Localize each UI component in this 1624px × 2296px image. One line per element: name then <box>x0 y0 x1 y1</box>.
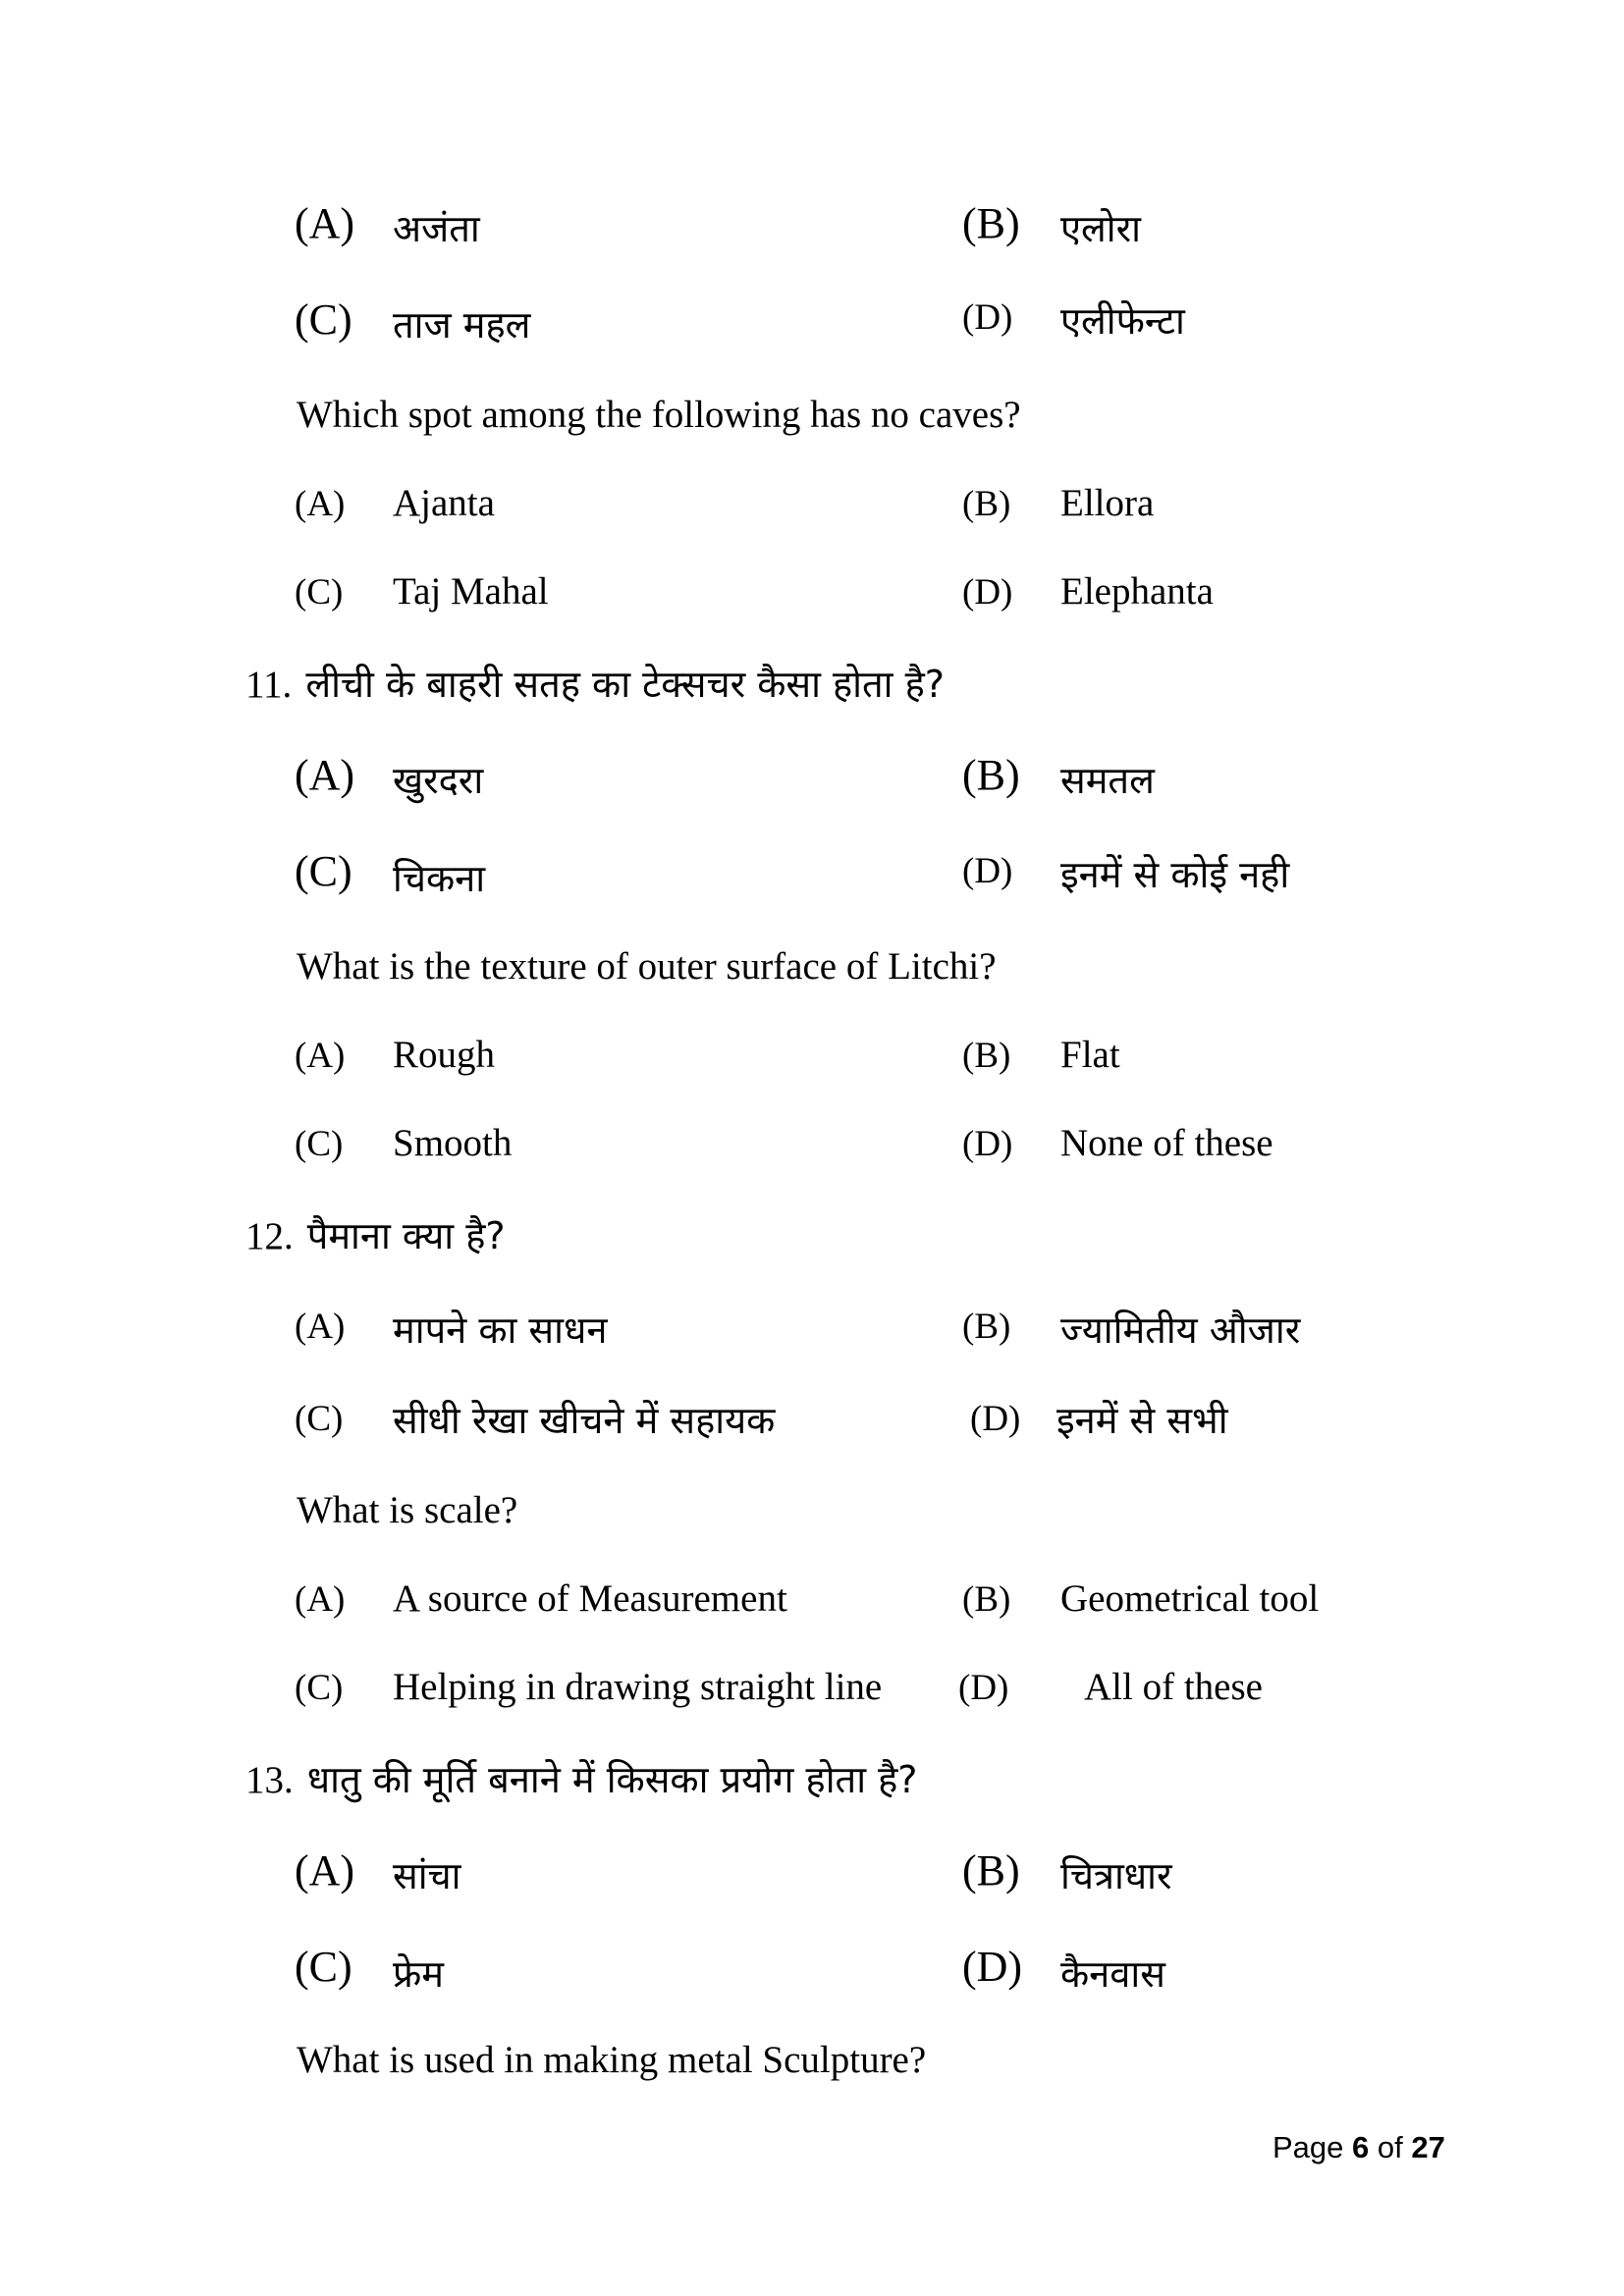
question-number: 13. <box>245 1759 294 1801</box>
option-label: (B) <box>962 751 1020 799</box>
question-text-hindi: लीची के बाहरी सतह का टेक्सचर कैसा होता है? <box>305 663 945 706</box>
option-text: Smooth <box>393 1122 513 1164</box>
question-number: 11. <box>245 664 293 706</box>
option-label: (C) <box>295 1668 344 1708</box>
option-text: ताज महल <box>393 303 531 347</box>
total-pages: 27 <box>1411 2130 1445 2164</box>
option-text: इनमें से कोई नही <box>1060 853 1290 896</box>
page-word: Page <box>1272 2130 1344 2164</box>
option-label: (A) <box>295 1579 346 1620</box>
option-text: Ajanta <box>393 482 495 524</box>
page-number-footer <box>1272 2130 1445 2165</box>
option-text: चित्राधार <box>1060 1854 1172 1897</box>
option-text: फ्रेम <box>393 1952 445 1996</box>
option-text: एलोरा <box>1060 207 1142 250</box>
question-text-english: What is scale? <box>297 1489 518 1531</box>
option-text: एलीफेन्टा <box>1060 299 1185 343</box>
option-label: (A) <box>295 751 355 799</box>
question-text-english: What is used in making metal Sculpture? <box>297 2039 927 2081</box>
option-text: ज्यामितीय औजार <box>1060 1308 1301 1352</box>
question-number: 12. <box>245 1215 294 1257</box>
option-text: None of these <box>1060 1122 1273 1164</box>
question-text-hindi: धातु की मूर्ति बनाने में किसका प्रयोग होता है? <box>306 1758 918 1801</box>
option-text: सांचा <box>393 1854 461 1897</box>
question-text-english: Which spot among the following has no caves? <box>297 394 1021 436</box>
option-label: (C) <box>295 1399 344 1439</box>
option-label: (B) <box>962 1579 1011 1620</box>
question-hindi <box>245 1753 917 1804</box>
option-text: All of these <box>1084 1666 1263 1708</box>
option-text: इनमें से सभी <box>1056 1399 1228 1442</box>
option-label: (A) <box>295 1846 355 1895</box>
current-page: 6 <box>1352 2130 1370 2164</box>
option-label: (A) <box>295 199 355 247</box>
option-text: सीधी रेखा खीचने में सहायक <box>393 1399 776 1442</box>
option-label: (D) <box>970 1399 1021 1439</box>
option-label: (C) <box>295 295 352 344</box>
question-text-english: What is the texture of outer surface of Litchi? <box>297 945 997 988</box>
option-label: (A) <box>295 1036 346 1076</box>
option-label: (B) <box>962 1036 1011 1076</box>
option-label: (D) <box>962 1943 1023 1991</box>
option-label: (D) <box>958 1668 1009 1708</box>
option-text: कैनवास <box>1060 1952 1165 1996</box>
option-text: Taj Mahal <box>393 570 549 613</box>
option-text: A source of Measurement <box>393 1577 787 1620</box>
option-label: (C) <box>295 572 344 613</box>
option-label: (D) <box>962 297 1013 338</box>
of-word: of <box>1377 2130 1403 2164</box>
option-text: Elephanta <box>1060 570 1214 613</box>
option-label: (A) <box>295 484 346 524</box>
option-label: (A) <box>295 1307 346 1347</box>
option-label: (B) <box>962 1846 1020 1895</box>
option-label: (C) <box>295 1124 344 1164</box>
option-label: (D) <box>962 1124 1013 1164</box>
option-label: (C) <box>295 1943 352 1991</box>
option-text: खुरदरा <box>393 759 484 802</box>
option-text: मापने का साधन <box>393 1308 608 1352</box>
option-text: Helping in drawing straight line <box>393 1666 883 1708</box>
option-label: (B) <box>962 484 1011 524</box>
option-text: समतल <box>1060 759 1155 802</box>
option-label: (D) <box>962 572 1013 613</box>
option-label: (C) <box>295 847 352 895</box>
option-text: Rough <box>393 1034 496 1076</box>
option-text: Geometrical tool <box>1060 1577 1320 1620</box>
question-hindi <box>245 658 945 709</box>
option-text: चिकना <box>393 857 486 900</box>
question-text-hindi: पैमाना क्या है? <box>306 1214 506 1257</box>
option-label: (D) <box>962 851 1013 891</box>
option-text: Ellora <box>1060 482 1155 524</box>
option-text: Flat <box>1060 1034 1120 1076</box>
question-hindi <box>245 1209 506 1260</box>
option-label: (B) <box>962 199 1020 247</box>
option-text: अजंता <box>393 207 480 250</box>
option-label: (B) <box>962 1307 1011 1347</box>
